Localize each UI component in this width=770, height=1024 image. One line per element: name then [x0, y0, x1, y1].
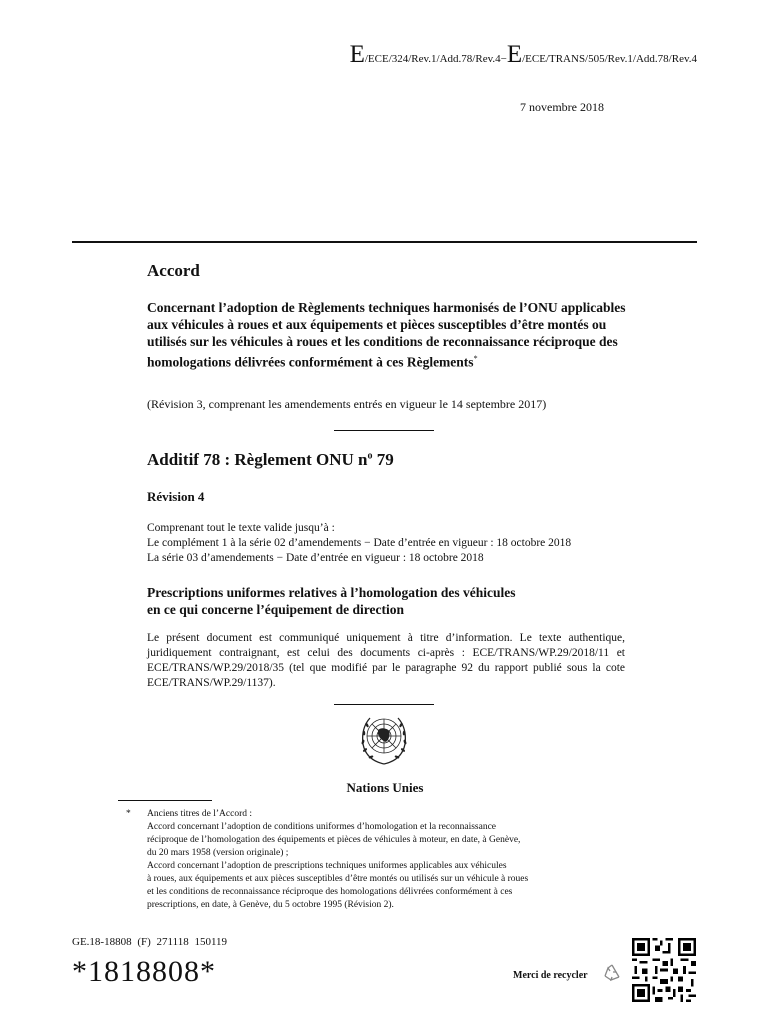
addendum-title-sup: o [367, 450, 373, 462]
versions-line: Le complément 1 à la série 02 d’amendements − Date d’entrée en vigueur : 18 octobre 2018 [147, 537, 572, 549]
symbol-letter-2: E [506, 41, 523, 68]
information-paragraph: Le présent document est communiqué uniquement à titre d’information. Le texte authentique, juridiquement contraignant, est celui des documents ci-après : ECE/TRANS/WP.29/2018/11 et ECE/TRANS/WP.29/2018/35 (tel que modifié par le paragraphe 92 du rapport publié sous la cote ECE/TRANS/WP.29/1137). [147, 632, 625, 689]
regulation-title [147, 584, 647, 618]
barcode-text: *1818808* [72, 955, 216, 988]
addendum-title-num: 79 [372, 450, 394, 469]
job-number: GE.18-18808 (F) 271118 150119 [72, 936, 228, 948]
footnote-line: Anciens titres de l’Accord : [147, 809, 252, 819]
footnote-body [147, 808, 621, 912]
agreement-concerning [147, 299, 647, 371]
document-symbol [0, 42, 697, 67]
addendum-title [147, 450, 394, 470]
footnote [126, 808, 621, 912]
revision-number: Révision 4 [147, 489, 205, 504]
recycle-icon [601, 962, 623, 984]
footnote-line: du 20 mars 1958 (version originale) ; [147, 848, 289, 858]
header-rule [72, 241, 697, 243]
footnote-mark: * [126, 809, 131, 819]
symbol-rest-1: /ECE/324/Rev.1/Add.78/Rev.4− [364, 53, 507, 65]
addendum-title-main: Additif 78 : Règlement ONU n [147, 450, 368, 469]
qr-code [632, 938, 696, 1002]
footnote-line: réciproque de l’homologation des équipements et pièces de véhicules à moteur, en date, à Genève, [147, 835, 521, 845]
recycle-text: Merci de recycler [513, 970, 588, 981]
organization-name: Nations Unies [346, 780, 424, 795]
document-date: 7 novembre 2018 [520, 100, 604, 114]
un-emblem-icon [356, 706, 412, 776]
footnote-line: à roues, aux équipements et aux pièces susceptibles d’être montés ou utilisés sur un véhicule à roues [147, 874, 529, 884]
separator-rule [334, 704, 434, 705]
regulation-title-line: en ce qui concerne l’équipement de direction [147, 602, 404, 617]
footnote-line: Accord concernant l’adoption de conditions uniformes d’homologation et la reconnaissance [147, 822, 497, 832]
versions-line: Comprenant tout le texte valide jusqu’à : [147, 522, 335, 534]
versions-line: La série 03 d’amendements − Date d’entrée en vigueur : 18 octobre 2018 [147, 552, 484, 564]
footnote-line: Accord concernant l’adoption de prescriptions techniques uniformes applicables aux véhicules [147, 861, 507, 871]
revision-note: (Révision 3, comprenant les amendements entrés en vigueur le 14 septembre 2017) [147, 397, 547, 411]
symbol-rest-2: /ECE/TRANS/505/Rev.1/Add.78/Rev.4 [522, 53, 697, 65]
versions-block [147, 521, 647, 566]
agreement-title: Accord [147, 261, 200, 280]
separator-rule [334, 430, 434, 431]
footnote-line: prescriptions, en date, à Genève, du 5 octobre 1995 (Révision 2). [147, 900, 394, 910]
agreement-concerning-text: Concernant l’adoption de Règlements techniques harmonisés de l’ONU applicables aux véhicules à roues et aux équipements et pièces susceptibles d’être montés ou utilisés sur les véhicules à roues et les conditions de reconnaissance réciproque des homologations délivrées conformément à ces Règlements [147, 300, 626, 370]
footnote-line: et les conditions de reconnaissance réciproque des homologations délivrées conformément à ces [147, 887, 513, 897]
footnote-marker: * [473, 354, 478, 363]
footnote-rule [118, 800, 212, 801]
regulation-title-line: Prescriptions uniformes relatives à l’homologation des véhicules [147, 585, 516, 600]
symbol-letter-1: E [349, 41, 365, 68]
